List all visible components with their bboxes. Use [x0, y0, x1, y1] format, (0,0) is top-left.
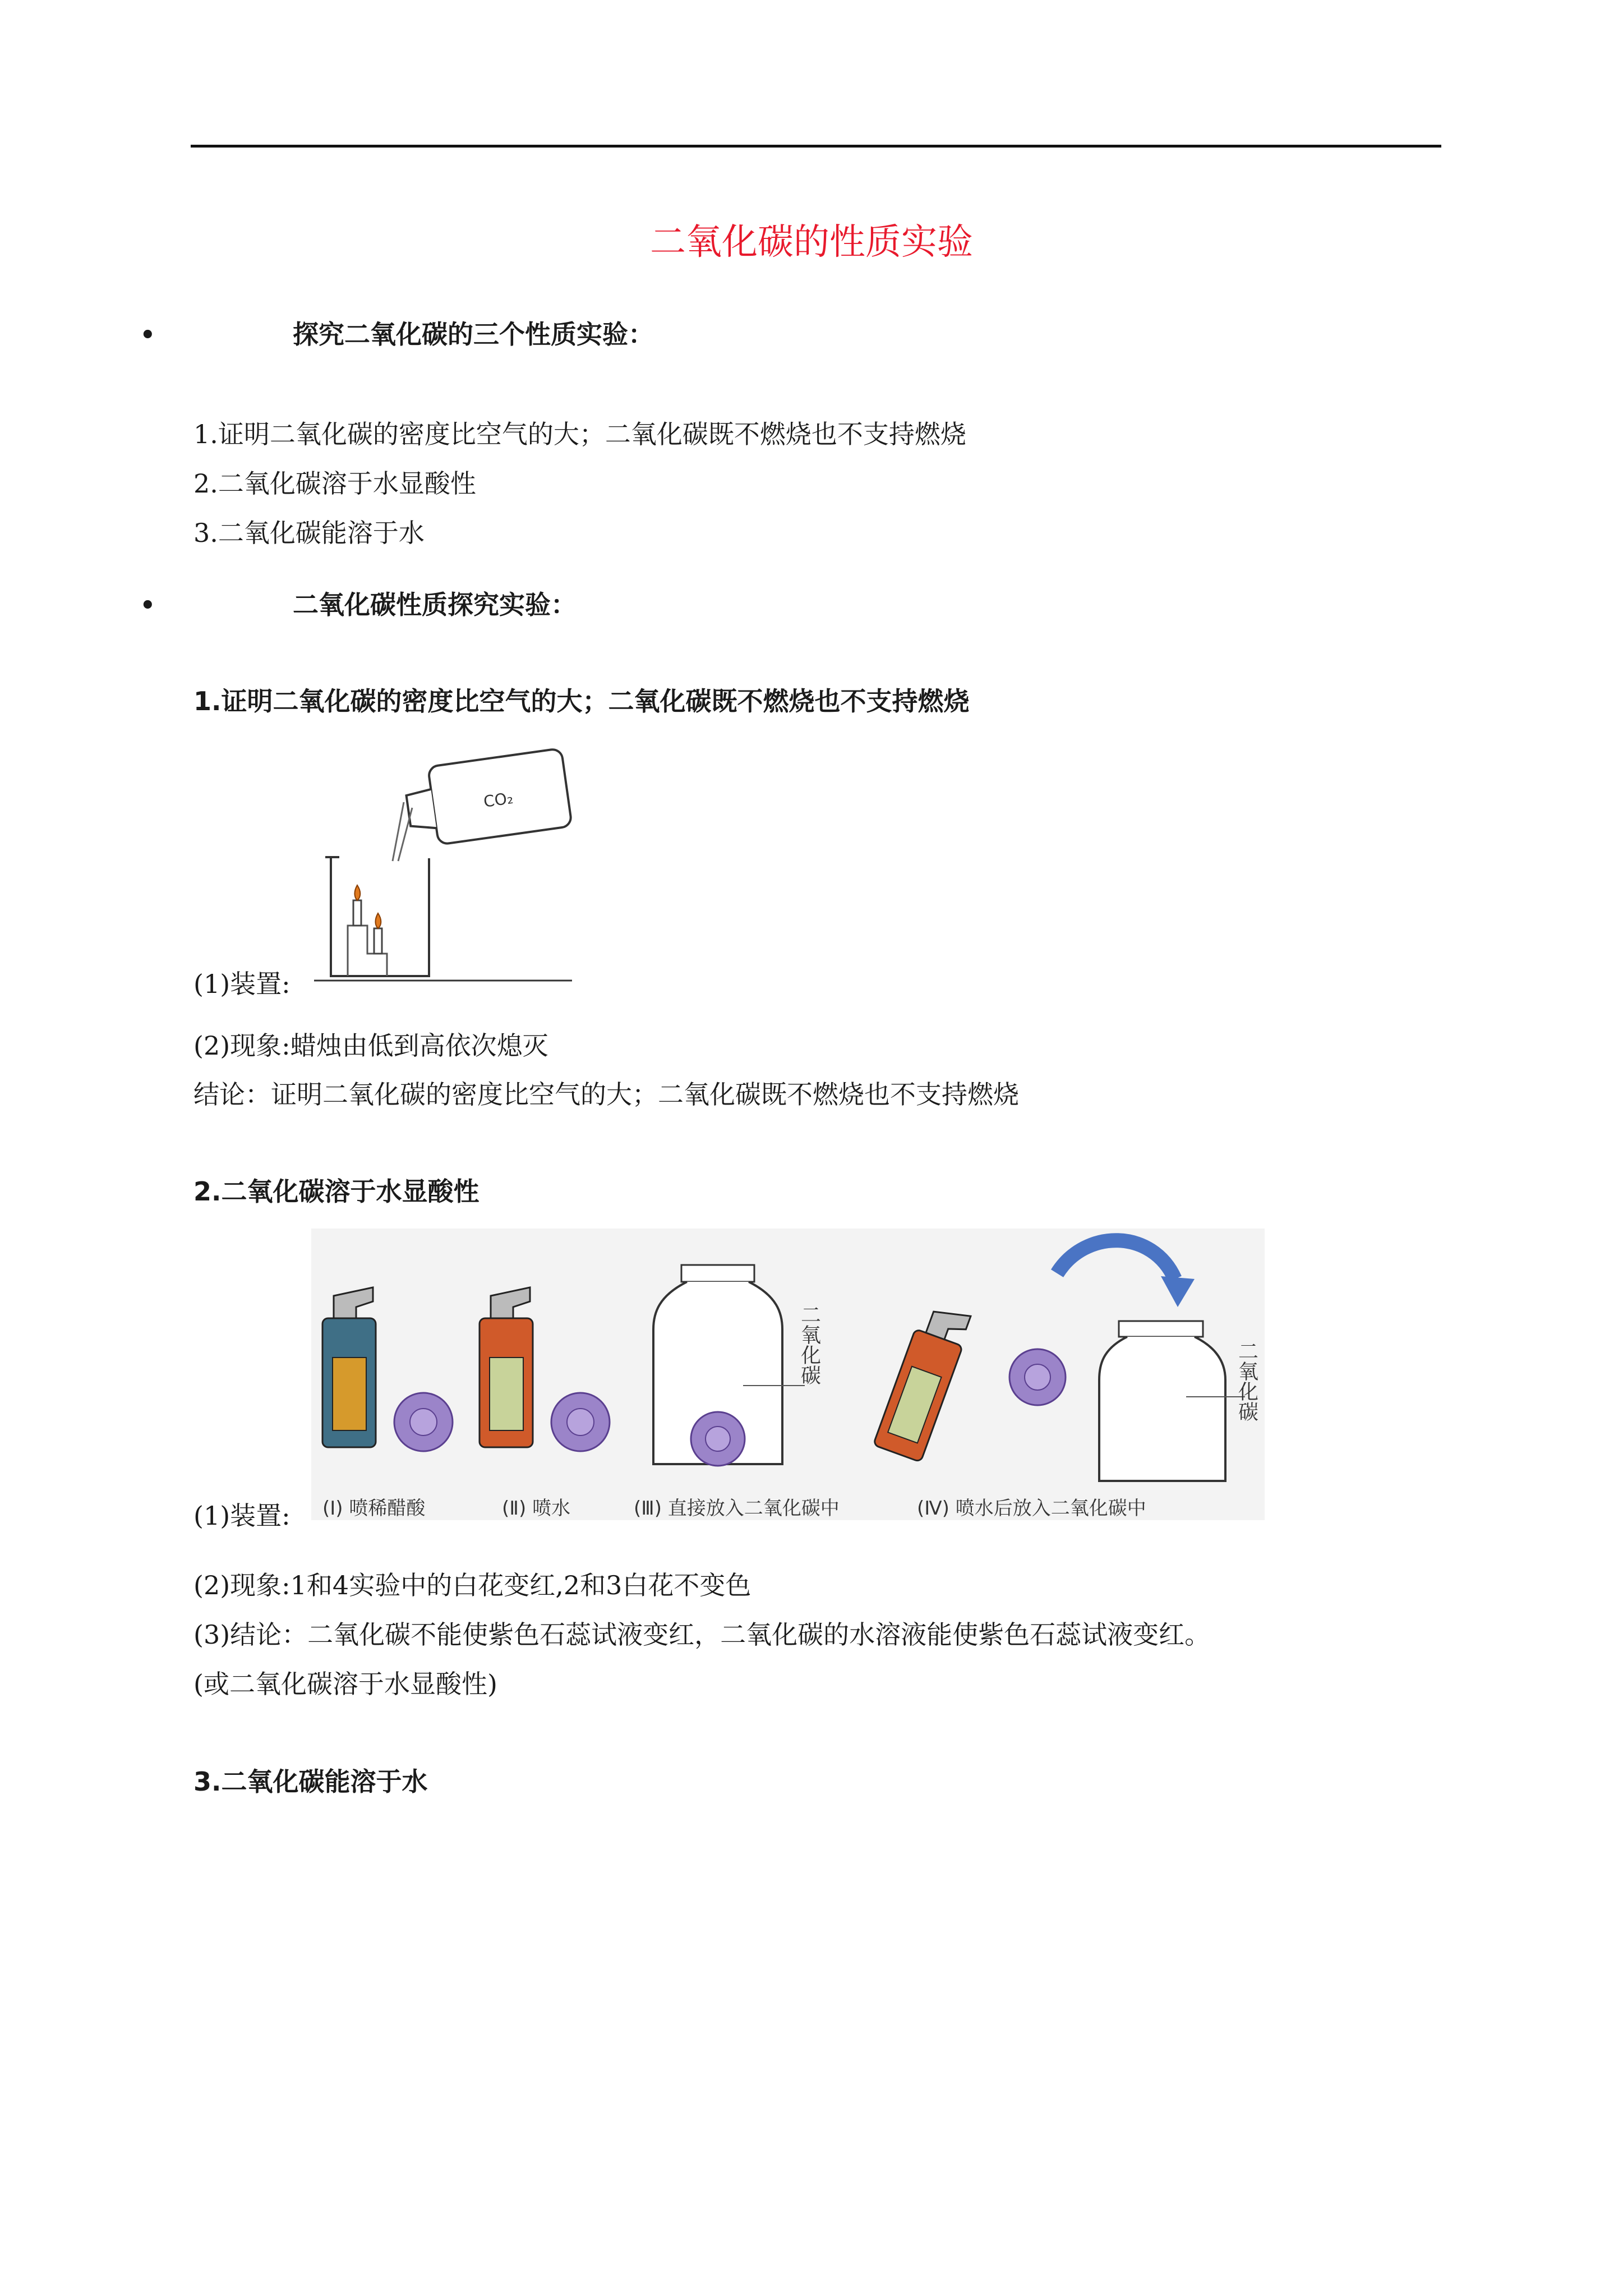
- list-item: 1.证明二氧化碳的密度比空气的大；二氧化碳既不燃烧也不支持燃烧: [193, 419, 966, 449]
- section1-heading: 探究二氧化碳的三个性质实验：: [293, 319, 654, 349]
- exp3-heading: 3.二氧化碳能溶于水: [193, 1766, 428, 1797]
- flower-icon: [394, 1393, 453, 1451]
- figure-caption: (Ⅱ) 喷水: [502, 1497, 571, 1520]
- list-item: 2.二氧化碳溶于水显酸性: [193, 468, 476, 499]
- litmus-flower-experiment-figure: [311, 1228, 1265, 1520]
- exp2-heading: 2.二氧化碳溶于水显酸性: [193, 1176, 479, 1207]
- candle-icon: [374, 928, 382, 954]
- co2-label: CO₂: [482, 788, 515, 811]
- figure-caption: (Ⅳ) 喷水后放入二氧化碳中: [917, 1497, 1146, 1520]
- exp1-heading: 1.证明二氧化碳的密度比空气的大；二氧化碳既不燃烧也不支持燃烧: [193, 686, 970, 716]
- flame-icon: [375, 913, 381, 928]
- jar-label: 二氧化碳: [797, 1304, 821, 1385]
- exp1-phenomenon: (2)现象:蜡烛由低到高依次熄灭: [193, 1030, 548, 1061]
- exp2-device-label: (1)装置:: [193, 1501, 291, 1531]
- candle-icon: [353, 900, 361, 926]
- jar-label: 二氧化碳: [1235, 1341, 1258, 1421]
- flower-icon: [1009, 1349, 1066, 1405]
- exp2-conclusion-alt: (或二氧化碳溶于水显酸性): [193, 1669, 497, 1699]
- page-title: 二氧化碳的性质实验: [650, 222, 973, 263]
- candle-experiment-figure: [314, 729, 583, 993]
- section2-heading: 二氧化碳性质探究实验：: [293, 590, 577, 620]
- exp1-conclusion: 结论：证明二氧化碳的密度比空气的大；二氧化碳既不燃烧也不支持燃烧: [193, 1079, 1019, 1110]
- flower-icon: [691, 1412, 745, 1466]
- bullet-marker: •: [139, 589, 156, 623]
- exp2-phenomenon: (2)现象:1和4实验中的白花变红,2和3白花不变色: [193, 1570, 751, 1600]
- bullet-marker: •: [139, 319, 156, 352]
- flame-icon: [354, 885, 360, 900]
- list-item: 3.二氧化碳能溶于水: [193, 518, 425, 548]
- co2-bottle-icon: [403, 748, 572, 848]
- flower-icon: [551, 1393, 610, 1451]
- top-rule: [191, 145, 1441, 148]
- exp2-conclusion: (3)结论：二氧化碳不能使紫色石蕊试液变红，二氧化碳的水溶液能使紫色石蕊试液变红。: [193, 1619, 1211, 1650]
- exp1-device-label: (1)装置:: [193, 969, 291, 999]
- gas-jar-icon: [1099, 1321, 1225, 1481]
- figure-caption: (Ⅰ) 喷稀醋酸: [322, 1497, 426, 1520]
- figure-caption: (Ⅲ) 直接放入二氧化碳中: [634, 1497, 840, 1520]
